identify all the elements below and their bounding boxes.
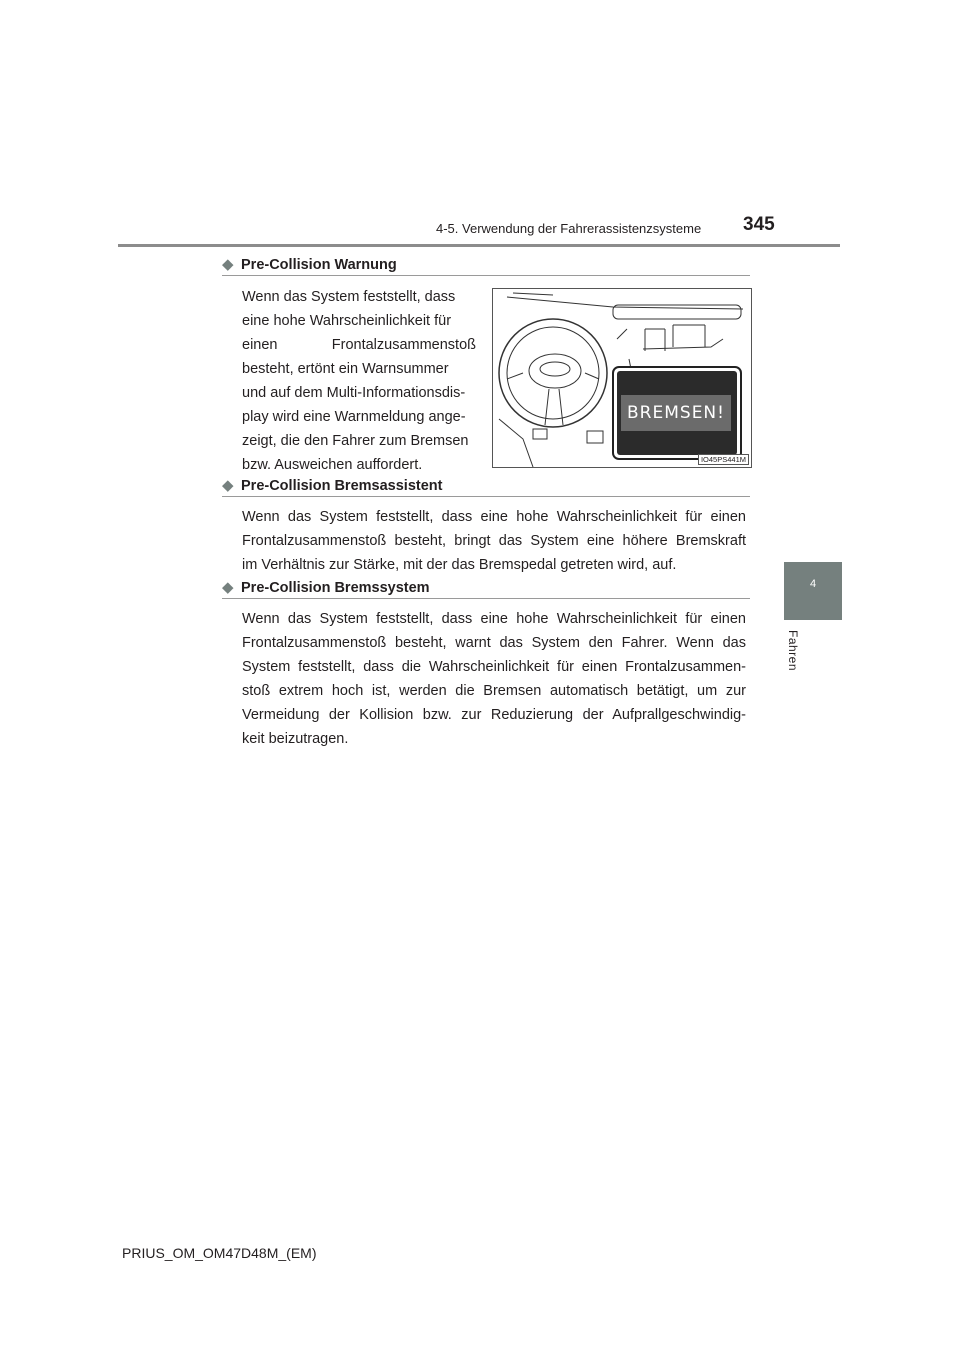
paragraph-warnung: Wenn das System feststellt, dass eine hohe Wahrscheinlichkeit für einen Frontalzusammenstoß besteht, ertönt ein Warnsummer und auf dem Multi-Informationsdis- play wird eine Warnmeldung ange- zeigt, die den Fahrer zum Bremsen bzw. Ausweichen auffordert. — [242, 289, 476, 473]
header-section-title: 4-5. Verwendung der Fahrerassistenzsysteme — [436, 221, 702, 236]
section-rule — [222, 496, 750, 497]
section-heading-bremssystem: ◆ Pre-Collision Bremssystem — [222, 579, 430, 596]
section-rule — [222, 275, 750, 276]
section-rule — [222, 598, 750, 599]
figure-code: IO45PS441M — [698, 454, 749, 465]
diamond-bullet-icon: ◆ — [222, 477, 234, 494]
chapter-tab — [784, 562, 842, 620]
chapter-label: Fahren — [786, 630, 800, 672]
diamond-bullet-icon: ◆ — [222, 579, 234, 596]
section-heading-bremsassistent: ◆ Pre-Collision Bremsassistent — [222, 477, 443, 494]
dashboard-illustration — [492, 288, 752, 468]
paragraph-bremsassistent: Wenn das System feststellt, dass eine hohe Wahrscheinlichkeit für einen Frontalzusammenstoß besteht, bringt das System eine höhere Bremskraft im Verhältnis zur Stärke, mit der das Bremspedal getreten wird, auf. — [242, 509, 746, 573]
section-heading-warnung: ◆ Pre-Collision Warnung — [222, 256, 397, 273]
page-number: 345 — [743, 214, 775, 235]
paragraph-bremssystem: Wenn das System feststellt, dass eine hohe Wahrscheinlichkeit für einen Frontalzusammenstoß besteht, warnt das System den Fahrer. Wenn das System feststellt, dass die Wahrscheinlichkeit für einen Frontalzusammen- stoß extrem hoch ist, werden die Bremsen automatisch betätigt, um zur Vermeidung der Kollision bzw. zur Reduzierung der Aufprallgeschwindig- keit beizutragen. — [242, 611, 746, 747]
display-warning-text: BREMSEN! — [627, 403, 725, 423]
header-rule — [118, 244, 840, 247]
diamond-bullet-icon: ◆ — [222, 256, 234, 273]
chapter-number: 4 — [809, 578, 817, 590]
dashboard-drawing — [493, 289, 751, 467]
footer-document-id: PRIUS_OM_OM47D48M_(EM) — [122, 1245, 317, 1261]
